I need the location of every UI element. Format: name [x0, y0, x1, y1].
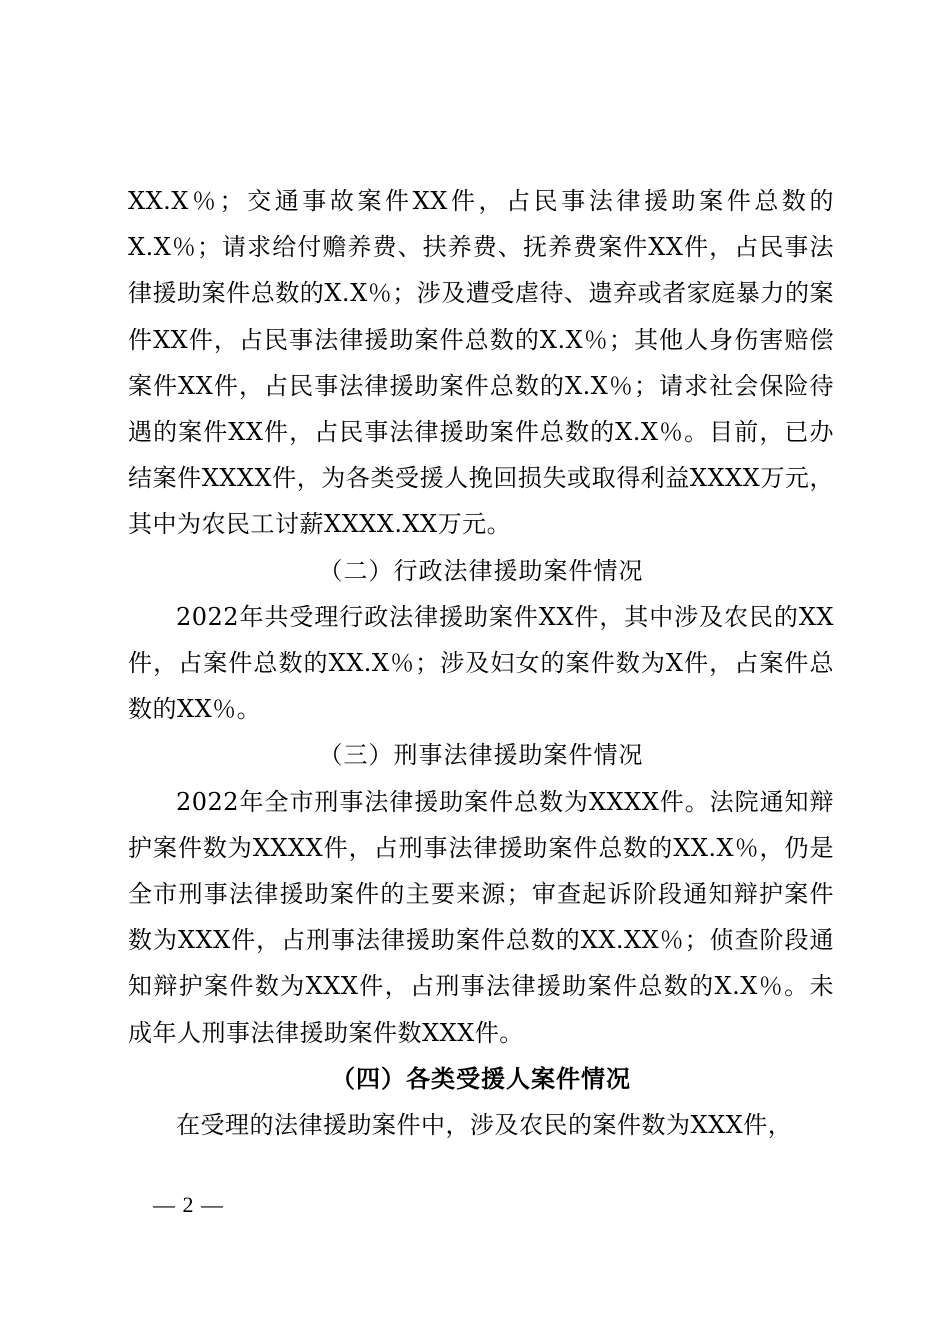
heading-administrative: （二）行政法律援助案件情况 — [318, 556, 644, 585]
document-body — [128, 178, 834, 1148]
paragraph-civil-continued: XX.X％；交通事故案件XX件，占民事法律援助案件总数的X.X％；请求给付赡养费、扶养费、抚养费案件XX件，占民事法律援助案件总数的X.X％；涉及遭受虐待、遗弃或者家庭暴力的案件XX件，占民事法律援助案件总数的X.X％；其他人身伤害赔偿案件XX件，占民事法律援助案件总数的X.X％；请求社会保险待遇的案件XX件，占民事法律援助案件总数的X.X％。目前，已办结案件XXXX件，为各类受援人挽回损失或取得利益XXXX万元，其中为农民工讨薪XXXX.XX万元。 — [128, 187, 834, 539]
heading-recipients: （四）各类受援人案件情况 — [331, 1063, 631, 1093]
paragraph-administrative: 2022年共受理行政法律援助案件XX件，其中涉及农民的XX件，占案件总数的XX.X％；涉及妇女的案件数为X件，占案件总数的XX％。 — [128, 602, 834, 724]
page-number: — 2 — — [153, 1192, 224, 1217]
heading-criminal: （三）刑事法律援助案件情况 — [318, 741, 644, 770]
paragraph-recipients: 在受理的法律援助案件中，涉及农民的案件数为XXX件， — [176, 1111, 793, 1140]
paragraph-criminal: 2022年全市刑事法律援助案件总数为XXXX件。法院通知辩护案件数为XXXX件，占刑事法律援助案件总数的XX.X％，仍是全市刑事法律援助案件的主要来源；审查起诉阶段通知辩护案件数为XXX件，占刑事法律援助案件总数的XX.XX％；侦查阶段通知辩护案件数为XXX件，占刑事法律援助案件总数的X.X％。未成年人刑事法律援助案件数XXX件。 — [128, 787, 834, 1047]
